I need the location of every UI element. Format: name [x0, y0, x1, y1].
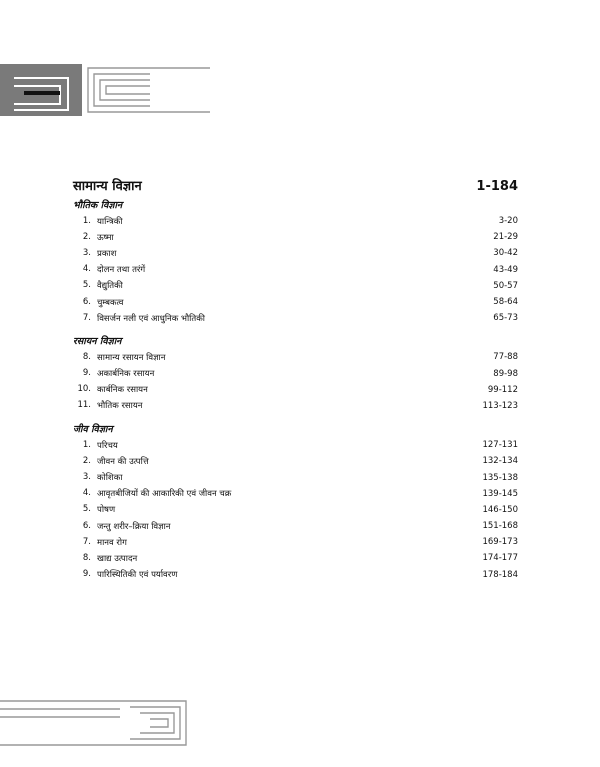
toc-entry-left: [73, 472, 122, 483]
chapter-number: 10.: [77, 384, 91, 395]
chapter-pages: 50-57: [493, 280, 518, 291]
chapter-number: 7.: [82, 312, 91, 323]
chapter-pages: 43-49: [493, 264, 518, 275]
chapter-title: वैद्युतिकी: [97, 281, 123, 292]
footer-ornament: [0, 697, 200, 749]
header-ornament: [0, 64, 210, 116]
chapter-number: 2.: [82, 455, 91, 466]
toc-entry[interactable]: [73, 502, 518, 518]
chapter-pages: 178-184: [482, 569, 518, 580]
book-title: सामान्य विज्ञान: [73, 179, 142, 194]
chapter-pages: 139-145: [482, 488, 518, 499]
chapter-number: 6.: [82, 520, 91, 531]
toc-entry[interactable]: [73, 213, 518, 229]
toc-entry-left: [73, 521, 171, 532]
toc-entry[interactable]: [73, 398, 518, 414]
toc-entry-left: [73, 368, 154, 379]
toc-entry-left: [73, 456, 149, 467]
chapter-number: 8.: [82, 351, 91, 362]
toc-sections: [73, 198, 518, 583]
toc-entry-left: [73, 384, 148, 395]
section-gap: [73, 414, 518, 420]
toc-entry-left: [73, 216, 123, 227]
chapter-pages: 58-64: [493, 297, 518, 308]
toc-entry-left: [73, 400, 143, 411]
chapter-pages: 3-20: [498, 216, 518, 227]
chapter-title: जन्तु शरीर–क्रिया विज्ञान: [97, 521, 171, 532]
chapter-pages: 127-131: [482, 440, 518, 451]
toc-entry-left: [73, 264, 145, 275]
section-title: भौतिक विज्ञान: [73, 200, 123, 211]
toc-entry-left: [73, 537, 127, 548]
chapter-number: 8.: [82, 552, 91, 563]
toc-entry[interactable]: [73, 278, 518, 294]
section-title: जीव विज्ञान: [73, 424, 113, 436]
toc-entry-left: [73, 297, 124, 308]
chapter-number: 3.: [82, 247, 91, 258]
toc-entry-left: [73, 313, 205, 324]
toc-entry[interactable]: [73, 453, 518, 469]
chapter-title: प्रकाश: [97, 248, 117, 259]
toc-entry[interactable]: [73, 382, 518, 398]
chapter-title: ऊष्मा: [97, 232, 114, 243]
chapter-number: 2.: [82, 231, 91, 242]
toc-entry-left: [73, 553, 137, 564]
toc-entry-left: [73, 280, 123, 291]
chapter-title: दोलन तथा तरंगें: [97, 265, 146, 276]
chapter-pages: 151-168: [482, 521, 518, 532]
chapter-number: 1.: [82, 215, 91, 226]
toc-entry-left: [73, 504, 115, 515]
chapter-title: मानव रोग: [97, 537, 127, 548]
chapter-pages: 132-134: [482, 456, 518, 467]
toc-entry[interactable]: [73, 567, 518, 583]
toc-entry-left: [73, 488, 231, 499]
toc-entry[interactable]: [73, 310, 518, 326]
section-title: रसायन विज्ञान: [73, 336, 122, 348]
toc-heading: [73, 176, 518, 194]
chapter-title: जीवन की उत्पत्ति: [97, 456, 149, 467]
chapter-title: अकार्बनिक रसायन: [97, 369, 155, 380]
toc-entry-left: [73, 232, 114, 243]
chapter-title: विसर्जन नली एवं आधुनिक भौतिकी: [97, 313, 205, 324]
toc-entry[interactable]: [73, 245, 518, 261]
chapter-number: 11.: [77, 400, 91, 411]
toc-entry[interactable]: [73, 437, 518, 453]
toc-entry[interactable]: [73, 534, 518, 550]
toc-entry[interactable]: [73, 469, 518, 485]
chapter-pages: 77-88: [493, 352, 518, 363]
chapter-title: परिचय: [97, 440, 118, 451]
book-page-range: 1-184: [476, 179, 518, 194]
chapter-title: खाद्य उत्पादन: [97, 553, 138, 564]
toc-entry-left: [73, 569, 177, 580]
chapter-number: 4.: [82, 264, 91, 275]
chapter-title: पोषण: [97, 505, 116, 516]
chapter-pages: 89-98: [493, 368, 518, 379]
chapter-number: 6.: [82, 296, 91, 307]
toc-entry[interactable]: [73, 366, 518, 382]
chapter-number: 4.: [82, 488, 91, 499]
chapter-pages: 99-112: [487, 384, 518, 395]
toc-entry[interactable]: [73, 229, 518, 245]
toc-entry[interactable]: [73, 294, 518, 310]
chapter-number: 9.: [82, 368, 91, 379]
chapter-pages: 21-29: [493, 232, 518, 243]
chapter-number: 5.: [82, 280, 91, 291]
chapter-number: 5.: [82, 504, 91, 515]
toc-entry-left: [73, 440, 118, 451]
chapter-pages: 65-73: [493, 313, 518, 324]
toc-entry-left: [73, 352, 165, 363]
table-of-contents: [73, 176, 518, 583]
chapter-title: यान्त्रिकी: [97, 216, 123, 227]
chapter-pages: 146-150: [482, 504, 518, 515]
chapter-pages: 174-177: [482, 553, 518, 564]
chapter-title: कोशिका: [97, 473, 123, 484]
chapter-number: 9.: [82, 569, 91, 580]
chapter-number: 3.: [82, 472, 91, 483]
section-gap: [73, 326, 518, 332]
toc-entry[interactable]: [73, 349, 518, 365]
chapter-pages: 113-123: [482, 400, 518, 411]
chapter-number: 1.: [82, 439, 91, 450]
chapter-title: भौतिक रसायन: [97, 401, 143, 412]
chapter-pages: 135-138: [482, 472, 518, 483]
chapter-number: 7.: [82, 536, 91, 547]
chapter-title: पारिस्थितिकी एवं पर्यावरण: [97, 570, 178, 581]
toc-entry[interactable]: [73, 486, 518, 502]
toc-entry-left: [73, 248, 116, 259]
chapter-title: आवृतबीजियों की आकारिकी एवं जीवन चक्र: [97, 489, 232, 500]
toc-entry[interactable]: [73, 262, 518, 278]
chapter-pages: 169-173: [482, 537, 518, 548]
toc-entry[interactable]: [73, 550, 518, 566]
chapter-title: कार्बनिक रसायन: [97, 385, 148, 396]
chapter-pages: 30-42: [493, 248, 518, 259]
toc-entry[interactable]: [73, 518, 518, 534]
chapter-title: सामान्य रसायन विज्ञान: [97, 352, 166, 363]
chapter-title: चुम्बकत्व: [97, 297, 124, 308]
